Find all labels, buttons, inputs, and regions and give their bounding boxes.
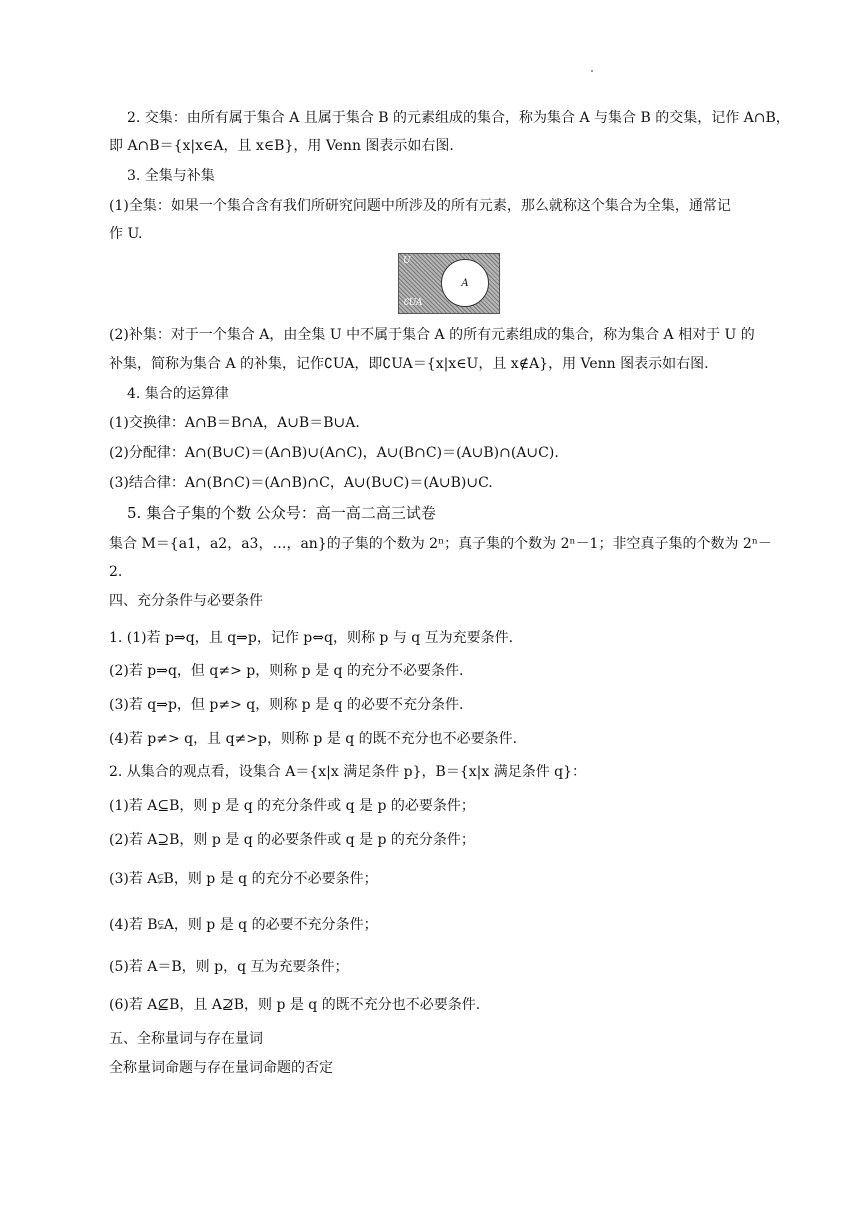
heading-section-five: 五、全称量词与存在量词 — [109, 1031, 263, 1047]
line-distributive-law: (2)分配律：A∩(B∪C)＝(A∩B)∪(A∩C)，A∪(B∩C)＝(A∪B)∩(A∪C). — [109, 445, 559, 461]
line-complement-def: (2)补集：对于一个集合 A，由全集 U 中不属于集合 A 的所有元素组成的集合，称为集合 A 相对于 U 的 — [109, 327, 755, 343]
line-set-view-2: (2)若 A⊇B，则 p 是 q 的必要条件或 q 是 p 的充分条件； — [109, 832, 475, 848]
venn-set-circle — [441, 259, 489, 307]
line-intersection-def: 2. 交集：由所有属于集合 A 且属于集合 B 的元素组成的集合，称为集合 A 与集合 B 的交集，记作 A∩B， — [127, 110, 790, 126]
heading-universal-complement: 3. 全集与补集 — [127, 168, 215, 184]
venn-universe-label: U — [403, 256, 411, 266]
line-associative-law: (3)结合律：A∩(B∩C)＝(A∩B)∩C，A∪(B∪C)＝(A∪B)∪C. — [109, 475, 493, 491]
line-set-view-5: (5)若 A＝B，则 p，q 互为充要条件； — [109, 959, 349, 975]
line-set-view-1: (1)若 A⊆B，则 p 是 q 的充分条件或 q 是 p 的必要条件； — [109, 798, 475, 814]
line-complement-notation: 补集，简称为集合 A 的补集，记作∁UA，即∁UA＝{x|x∈U，且 x∉A}，用 Venn 图表示如右图. — [109, 356, 709, 372]
line-cond-4: (4)若 p≠> q，且 q≠>p，则称 p 是 q 的既不充分也不必要条件. — [109, 731, 518, 747]
line-quantifier-negation: 全称量词命题与存在量词命题的否定 — [109, 1060, 333, 1076]
line-commutative-law: (1)交换律：A∩B＝B∩A，A∪B＝B∪A. — [109, 415, 360, 431]
venn-diagram-complement — [398, 253, 500, 314]
line-universal-set-def: (1)全集：如果一个集合含有我们所研究问题中所涉及的所有元素，那么就称这个集合为全集，通常记 — [109, 198, 731, 214]
heading-set-operation-laws: 4. 集合的运算律 — [127, 386, 229, 402]
line-subset-count: 集合 M＝{a1，a2，a3，…，an}的子集的个数为 2ⁿ；真子集的个数为 2ⁿ－1；非空真子集的个数为 2ⁿ－ — [109, 536, 772, 552]
line-set-view: 2. 从集合的观点看，设集合 A＝{x|x 满足条件 p}，B＝{x|x 满足条件 q}： — [109, 764, 587, 780]
heading-subset-count: 5. 集合子集的个数 公众号：高一高二高三试卷 — [127, 504, 436, 522]
venn-complement-label: ∁UA — [403, 298, 423, 308]
line-intersection-notation: 即 A∩B＝{x|x∈A，且 x∈B}，用 Venn 图表示如右图. — [109, 138, 454, 154]
line-set-view-4: (4)若 B⫋A，则 p 是 q 的必要不充分条件； — [109, 917, 378, 933]
corner-dot — [591, 70, 593, 72]
venn-set-label: A — [461, 277, 469, 289]
line-set-view-6: (6)若 A⊈B，且 A⊉B，则 p 是 q 的既不充分也不必要条件. — [109, 997, 481, 1013]
line-cond-3: (3)若 q⇒p，但 p≠> q，则称 p 是 q 的必要不充分条件. — [109, 697, 464, 713]
line-set-view-3: (3)若 A⫋B，则 p 是 q 的充分不必要条件； — [109, 871, 378, 887]
heading-section-four: 四、充分条件与必要条件 — [109, 593, 263, 609]
line-subset-count-cont: 2. — [109, 564, 123, 580]
line-universal-set-notation: 作 U. — [109, 226, 143, 242]
line-cond-2: (2)若 p⇒q，但 q≠> p，则称 p 是 q 的充分不必要条件. — [109, 663, 464, 679]
line-cond-1: 1. (1)若 p⇒q，且 q⇒p，记作 p⇔q，则称 p 与 q 互为充要条件. — [109, 630, 514, 646]
